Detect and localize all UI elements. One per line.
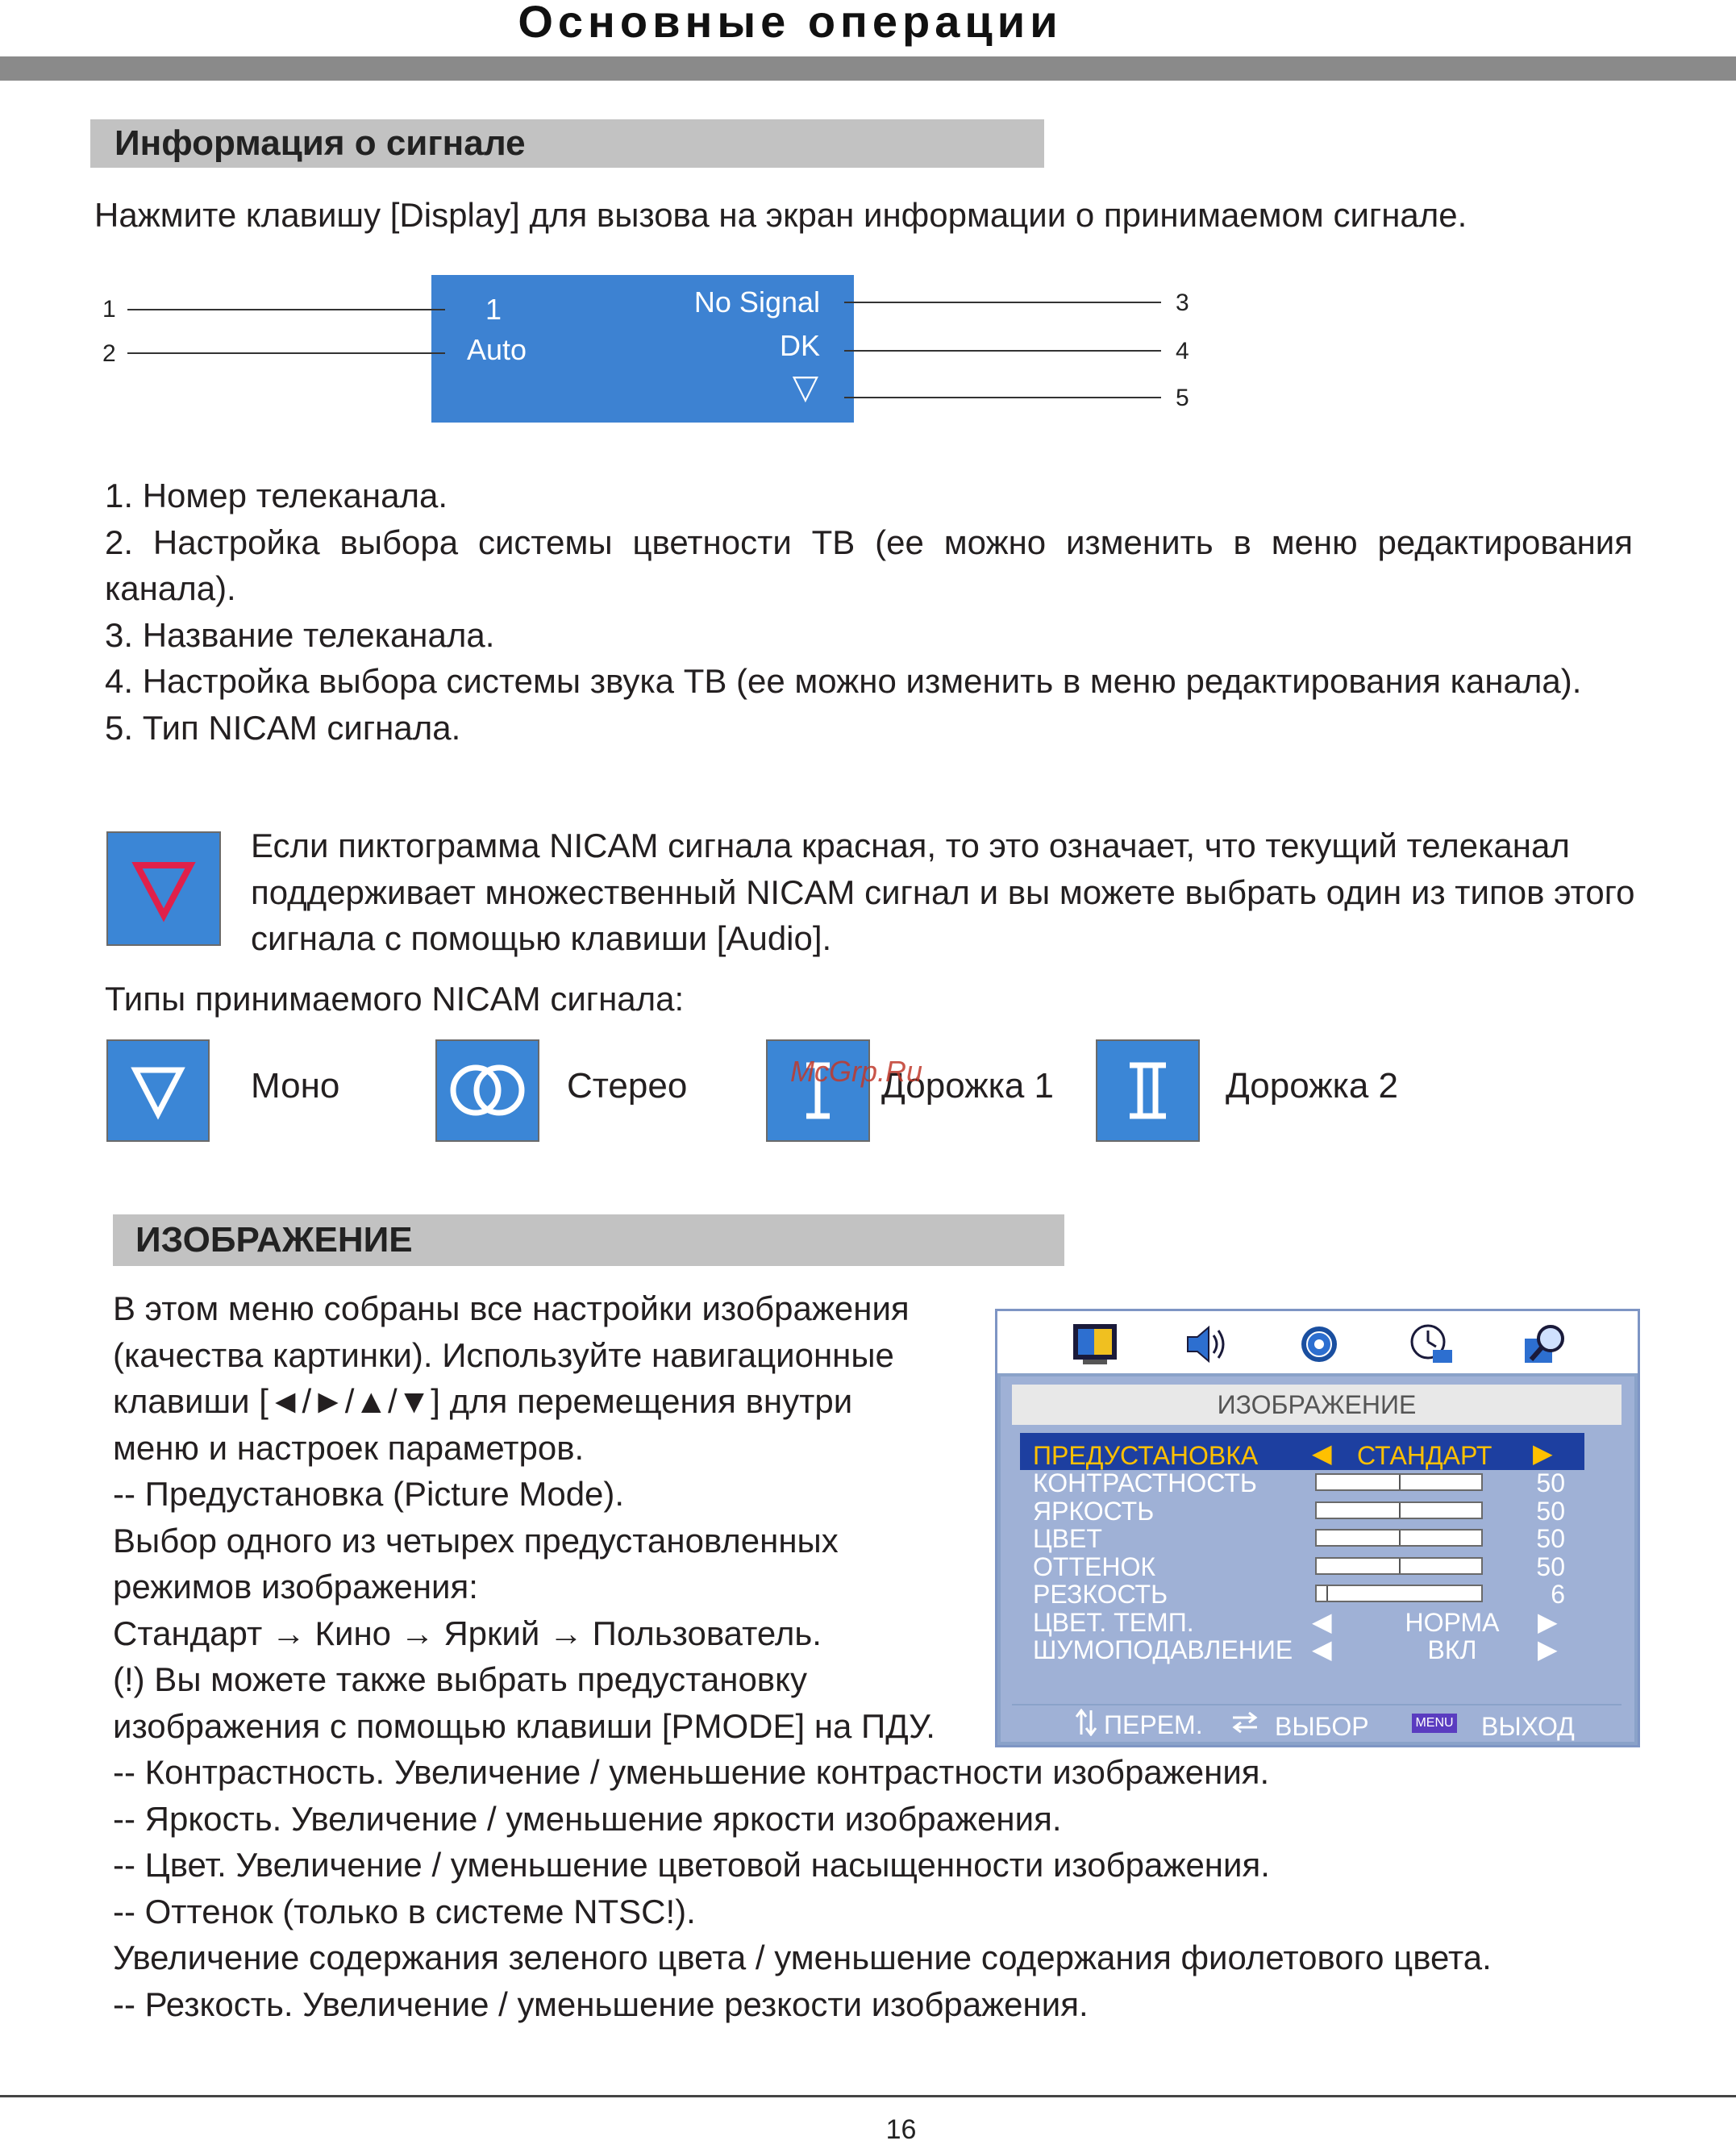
arrow-left-icon[interactable]: ◀ bbox=[1312, 1439, 1332, 1468]
menu-body bbox=[997, 1373, 1638, 1745]
nicam-types-heading: Типы принимаемого NICAM сигнала: bbox=[105, 980, 685, 1018]
type-track2-label: Дорожка 2 bbox=[1226, 1066, 1399, 1106]
search-tab-icon[interactable] bbox=[1522, 1322, 1568, 1366]
text-line: В этом меню собраны все настройки изображения bbox=[113, 1289, 910, 1327]
footer-rule bbox=[0, 2095, 1736, 2097]
nicam-red-icon bbox=[106, 831, 221, 946]
picture-menu-screenshot bbox=[995, 1309, 1640, 1747]
noise-reduction-label: ШУМОПОДАВЛЕНИЕ bbox=[1033, 1635, 1293, 1664]
menu-tab-bar bbox=[997, 1311, 1638, 1373]
footer-select: ВЫБОР bbox=[1275, 1712, 1369, 1741]
section-heading-picture: ИЗОБРАЖЕНИЕ bbox=[113, 1214, 1064, 1266]
callout-2: 2 bbox=[102, 340, 116, 367]
sound-tab-icon[interactable] bbox=[1183, 1322, 1230, 1366]
arrow-left-icon[interactable]: ◀ bbox=[1312, 1635, 1332, 1664]
type-track1-label: Дорожка 1 bbox=[881, 1066, 1055, 1106]
callout-line-4 bbox=[844, 350, 1161, 352]
arrow-left-icon[interactable]: ◀ bbox=[1312, 1607, 1332, 1636]
text-line: (качества картинки). Используйте навигационные bbox=[113, 1335, 894, 1374]
list-item: 2. Настройка выбора системы цветности ТВ (ее можно изменить в меню редактирования канала). bbox=[105, 523, 1633, 607]
slider-fill bbox=[1317, 1503, 1401, 1518]
color-label: ЦВЕТ bbox=[1033, 1524, 1102, 1553]
footer-exit: ВЫХОД bbox=[1481, 1712, 1575, 1741]
type-stereo-label: Стерео bbox=[567, 1066, 688, 1106]
osd-color-system: Auto bbox=[467, 333, 527, 366]
text-line: -- Предустановка (Picture Mode). bbox=[113, 1475, 625, 1513]
osd-nicam-icon: ▽ bbox=[792, 368, 818, 406]
signal-osd-box bbox=[431, 275, 854, 423]
list-item: 4. Настройка выбора системы звука ТВ (ее можно изменить в меню редактирования канала). bbox=[105, 662, 1582, 700]
noise-reduction-value: ВКЛ bbox=[1427, 1635, 1477, 1664]
callout-line-2 bbox=[127, 352, 445, 354]
menu-title: ИЗОБРАЖЕНИЕ bbox=[1012, 1385, 1622, 1425]
signal-intro: Нажмите клавишу [Display] для вызова на экран информации о принимаемом сигнале. bbox=[94, 196, 1467, 234]
tint-label: ОТТЕНОК bbox=[1033, 1552, 1155, 1581]
text-line: режимов изображения: bbox=[113, 1568, 478, 1606]
text-line: меню и настроек параметров. bbox=[113, 1428, 585, 1467]
color-value: 50 bbox=[1536, 1524, 1565, 1553]
type-mono-label: Моно bbox=[251, 1066, 340, 1106]
page-title: Основные операции bbox=[518, 0, 1063, 47]
select-arrows-icon bbox=[1231, 1710, 1259, 1735]
arrow-right-icon[interactable]: ▶ bbox=[1538, 1635, 1558, 1664]
color-slider[interactable] bbox=[1315, 1529, 1483, 1547]
page-number: 16 bbox=[885, 2114, 917, 2145]
move-arrows-icon bbox=[1075, 1709, 1097, 1736]
brightness-slider[interactable] bbox=[1315, 1501, 1483, 1519]
menu-key-icon: MENU bbox=[1412, 1714, 1457, 1733]
text-line: клавиши [◄/►/▲/▼] для перемещения внутри bbox=[113, 1382, 853, 1420]
watermark: McGrp.Ru bbox=[790, 1055, 923, 1088]
text-line: изображения с помощью клавиши [PMODE] на ПДУ. bbox=[113, 1706, 935, 1745]
callout-4: 4 bbox=[1176, 338, 1189, 364]
callout-line-5 bbox=[844, 397, 1161, 398]
text-line: Увеличение содержания зеленого цвета / уменьшение содержания фиолетового цвета. bbox=[113, 1939, 1492, 1976]
text-line: -- Контрастность. Увеличение / уменьшение контрастности изображения. bbox=[113, 1753, 1270, 1791]
text-line: -- Оттенок (только в системе NTSC!). bbox=[113, 1892, 696, 1930]
track-two-icon bbox=[1096, 1039, 1200, 1142]
sharpness-slider[interactable] bbox=[1315, 1585, 1483, 1602]
setup-tab-icon[interactable] bbox=[1296, 1322, 1343, 1366]
contrast-slider[interactable] bbox=[1315, 1473, 1483, 1491]
contrast-value: 50 bbox=[1536, 1468, 1565, 1497]
text-line: -- Цвет. Увеличение / уменьшение цветовой насыщенности изображения. bbox=[113, 1846, 1270, 1884]
callout-1: 1 bbox=[102, 296, 116, 323]
callout-3: 3 bbox=[1176, 289, 1189, 316]
time-tab-icon[interactable] bbox=[1409, 1322, 1455, 1366]
osd-sound-system: DK bbox=[779, 329, 820, 362]
menu-footer bbox=[1012, 1704, 1622, 1739]
brightness-value: 50 bbox=[1536, 1497, 1565, 1526]
color-temp-value: НОРМА bbox=[1405, 1608, 1500, 1637]
callout-line-3 bbox=[844, 302, 1161, 303]
contrast-label: КОНТРАСТНОСТЬ bbox=[1033, 1468, 1257, 1497]
picture-tab-icon[interactable] bbox=[1072, 1322, 1118, 1366]
sharpness-label: РЕЗКОСТЬ bbox=[1033, 1580, 1168, 1609]
tint-slider[interactable] bbox=[1315, 1557, 1483, 1575]
sharpness-value: 6 bbox=[1551, 1580, 1565, 1609]
text-line: -- Резкость. Увеличение / уменьшение резкости изображения. bbox=[113, 1984, 1089, 2023]
text-line: Стандарт → Кино → Яркий → Пользователь. bbox=[113, 1614, 822, 1652]
text-line: (!) Вы можете также выбрать предустановку bbox=[113, 1660, 807, 1698]
preset-value: СТАНДАРТ bbox=[1357, 1441, 1492, 1470]
slider-fill bbox=[1317, 1531, 1401, 1545]
osd-channel-name: No Signal bbox=[693, 285, 820, 319]
arrow-right-icon[interactable]: ▶ bbox=[1533, 1439, 1553, 1468]
color-temp-label: ЦВЕТ. ТЕМП. bbox=[1033, 1608, 1194, 1637]
arrow-right-icon[interactable]: ▶ bbox=[1538, 1607, 1558, 1636]
header-rule bbox=[0, 56, 1736, 81]
footer-move: ПЕРЕМ. bbox=[1104, 1710, 1203, 1739]
red-triangle-icon bbox=[108, 833, 219, 944]
list-item: 1. Номер телеканала. bbox=[105, 477, 448, 514]
callout-line-1 bbox=[127, 309, 445, 310]
tint-value: 50 bbox=[1536, 1552, 1565, 1581]
mono-triangle-icon bbox=[106, 1039, 210, 1142]
slider-fill bbox=[1317, 1559, 1401, 1573]
text-line: -- Яркость. Увеличение / уменьшение яркости изображения. bbox=[113, 1799, 1062, 1838]
list-item: 3. Название телеканала. bbox=[105, 615, 495, 654]
brightness-label: ЯРКОСТЬ bbox=[1033, 1497, 1155, 1526]
slider-fill bbox=[1317, 1475, 1401, 1489]
osd-channel-number: 1 bbox=[485, 293, 502, 326]
list-item: 5. Тип NICAM сигнала. bbox=[105, 708, 461, 747]
preset-label: ПРЕДУСТАНОВКА bbox=[1033, 1441, 1259, 1470]
section-heading-signal: Информация о сигнале bbox=[90, 119, 1044, 168]
stereo-rings-icon bbox=[435, 1039, 539, 1142]
signal-items-list bbox=[105, 473, 1633, 751]
nicam-note: Если пиктограмма NICAM сигнала красная, то это означает, что текущий телеканал поддерживает множественный NICAM сигнал и вы можете выбрать один из типов этого сигнала с помощью клавиши [Audio]. bbox=[251, 827, 1635, 957]
callout-5: 5 bbox=[1176, 385, 1189, 411]
slider-fill bbox=[1317, 1586, 1328, 1601]
text-line: Выбор одного из четырех предустановленных bbox=[113, 1521, 839, 1560]
